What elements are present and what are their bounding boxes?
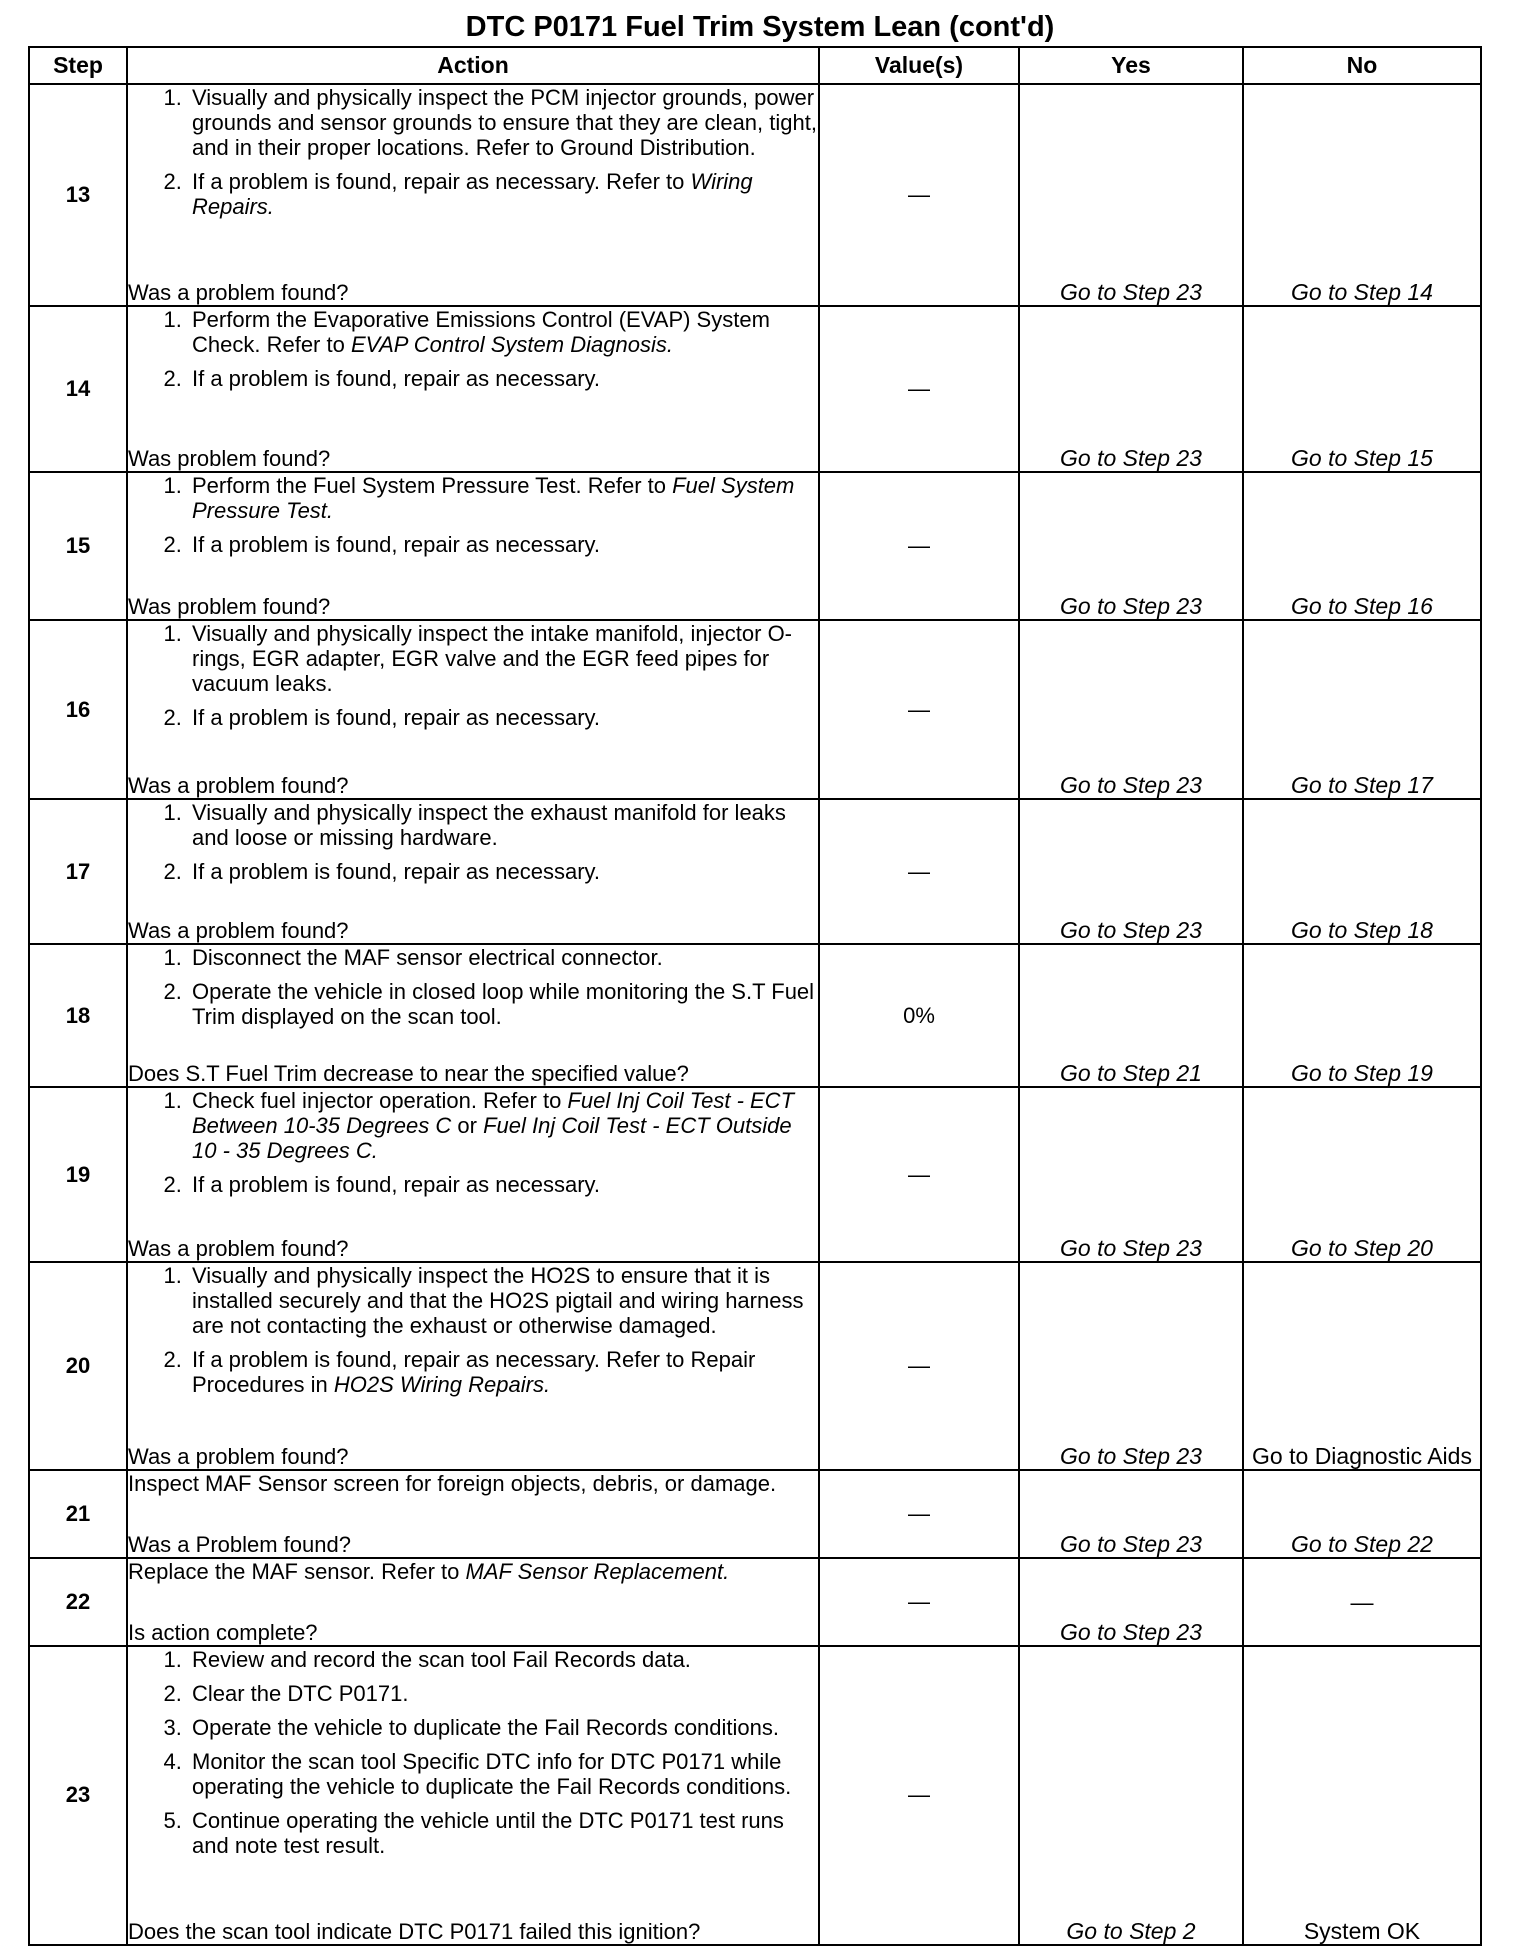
- step-number: 18: [29, 944, 127, 1087]
- yes-outcome: Go to Step 23: [1019, 1087, 1243, 1262]
- action-cell: [127, 620, 819, 799]
- action-text: Clear the DTC P0171.: [192, 1680, 409, 1706]
- action-paragraph: [128, 1559, 818, 1584]
- action-body: [128, 1263, 818, 1406]
- no-outcome: —: [1243, 1558, 1481, 1646]
- table-body: [29, 84, 1481, 1945]
- yes-outcome: Go to Step 23: [1019, 84, 1243, 306]
- reference-text: Fuel Inj Coil Test - ECT Between 10-35 Degrees C: [192, 1088, 795, 1139]
- header-step: Step: [29, 47, 127, 84]
- action-step-item: [188, 1808, 818, 1858]
- value-cell: —: [819, 84, 1019, 306]
- action-cell: [127, 1470, 819, 1558]
- no-outcome: Go to Diagnostic Aids: [1243, 1262, 1481, 1470]
- action-cell: [127, 472, 819, 620]
- action-question: Was a Problem found?: [128, 1531, 351, 1557]
- table-row: [29, 1646, 1481, 1945]
- no-outcome: Go to Step 18: [1243, 799, 1481, 944]
- reference-text: HO2S Wiring Repairs.: [333, 1371, 551, 1397]
- table-row: [29, 1558, 1481, 1646]
- header-row: [29, 47, 1481, 84]
- action-body: [128, 800, 818, 893]
- page-title: DTC P0171 Fuel Trim System Lean (cont'd): [465, 11, 1055, 43]
- no-outcome: Go to Step 15: [1243, 306, 1481, 472]
- action-step-item: [188, 1647, 818, 1672]
- action-content: [128, 621, 818, 798]
- action-steps-list: [128, 473, 818, 557]
- action-text: Perform the Evaporative Emissions Control (EVAP) System Check. Refer to: [192, 307, 770, 358]
- action-step-item: [188, 169, 818, 219]
- action-question: Was a problem found?: [128, 1443, 349, 1469]
- action-paragraph: [128, 1471, 818, 1496]
- action-body: [128, 85, 818, 228]
- action-text: If a problem is found, repair as necessary.: [192, 366, 601, 392]
- no-outcome: Go to Step 22: [1243, 1470, 1481, 1558]
- action-text: Review and record the scan tool Fail Records data.: [192, 1646, 691, 1672]
- header-yes: Yes: [1019, 47, 1243, 84]
- yes-outcome: Go to Step 2: [1019, 1646, 1243, 1945]
- value-cell: —: [819, 799, 1019, 944]
- action-step-item: [188, 307, 818, 357]
- value-cell: —: [819, 1558, 1019, 1646]
- action-question: Was problem found?: [128, 594, 331, 620]
- action-cell: [127, 306, 819, 472]
- action-content: [128, 1559, 818, 1645]
- action-step-item: [188, 1347, 818, 1397]
- action-text: or: [451, 1113, 484, 1139]
- value-cell: 0%: [819, 944, 1019, 1087]
- action-content: [128, 85, 818, 305]
- table-row: [29, 84, 1481, 306]
- action-cell: [127, 1262, 819, 1470]
- action-text: Visually and physically inspect the PCM injector grounds, power grounds and sensor grounds to ensure that they are clean, tight, and in their proper locations. Refer to Ground Distribution.: [192, 85, 817, 160]
- action-text: Visually and physically inspect the HO2S to ensure that it is installed securely and that the HO2S pigtail and wiring harness are not contacting the exhaust or otherwise damaged.: [192, 1262, 804, 1338]
- value-cell: —: [819, 1470, 1019, 1558]
- action-text: If a problem is found, repair as necessary. Refer to Repair Procedures in: [192, 1346, 756, 1397]
- yes-outcome: Go to Step 23: [1019, 1558, 1243, 1646]
- reference-text: Wiring Repairs.: [192, 169, 753, 219]
- action-body: [128, 1559, 818, 1592]
- action-question: Was a problem found?: [128, 917, 349, 943]
- action-step-item: [188, 705, 818, 730]
- no-outcome: Go to Step 20: [1243, 1087, 1481, 1262]
- action-steps-list: [128, 85, 818, 219]
- action-body: [128, 945, 818, 1038]
- action-body: [128, 1647, 818, 1867]
- no-outcome: System OK: [1243, 1646, 1481, 1945]
- yes-outcome: Go to Step 23: [1019, 472, 1243, 620]
- action-content: [128, 1647, 818, 1944]
- action-steps-list: [128, 1647, 818, 1858]
- no-outcome: Go to Step 14: [1243, 84, 1481, 306]
- table-row: [29, 1262, 1481, 1470]
- action-text: Continue operating the vehicle until the DTC P0171 test runs and note test result.: [192, 1807, 784, 1858]
- action-step-item: [188, 85, 818, 160]
- action-cell: [127, 1087, 819, 1262]
- action-question: Was problem found?: [128, 446, 331, 472]
- action-steps-list: [128, 307, 818, 391]
- action-step-item: [188, 532, 818, 557]
- value-cell: —: [819, 1262, 1019, 1470]
- no-outcome: Go to Step 19: [1243, 944, 1481, 1087]
- yes-outcome: Go to Step 23: [1019, 306, 1243, 472]
- action-text: If a problem is found, repair as necessary. Refer to: [192, 169, 691, 194]
- reference-text: Fuel System Pressure Test.: [192, 473, 795, 524]
- action-content: [128, 800, 818, 943]
- action-text: Check fuel injector operation. Refer to: [192, 1088, 568, 1114]
- action-step-item: [188, 945, 818, 970]
- action-text: Operate the vehicle in closed loop while monitoring the S.T Fuel Trim displayed on the scan tool.: [192, 978, 815, 1029]
- value-cell: —: [819, 306, 1019, 472]
- yes-outcome: Go to Step 23: [1019, 620, 1243, 799]
- no-outcome: Go to Step 16: [1243, 472, 1481, 620]
- header-action: Action: [127, 47, 819, 84]
- value-cell: —: [819, 620, 1019, 799]
- value-cell: —: [819, 472, 1019, 620]
- action-text: Visually and physically inspect the exhaust manifold for leaks and loose or missing hardware.: [192, 800, 786, 851]
- step-number: 19: [29, 1087, 127, 1262]
- action-step-item: [188, 621, 818, 696]
- action-text: Monitor the scan tool Specific DTC info for DTC P0171 while operating the vehicle to duplicate the Fail Records conditions.: [192, 1748, 792, 1799]
- action-text: Operate the vehicle to duplicate the Fail Records conditions.: [192, 1714, 779, 1740]
- reference-text: MAF Sensor Replacement.: [465, 1558, 730, 1584]
- step-number: 17: [29, 799, 127, 944]
- action-text: If a problem is found, repair as necessary.: [192, 705, 601, 731]
- action-step-item: [188, 1263, 818, 1338]
- action-steps-list: [128, 800, 818, 884]
- action-steps-list: [128, 1263, 818, 1397]
- action-question: Does the scan tool indicate DTC P0171 failed this ignition?: [128, 1919, 701, 1944]
- step-number: 15: [29, 472, 127, 620]
- action-steps-list: [128, 945, 818, 1029]
- action-text: Inspect MAF Sensor screen for foreign objects, debris, or damage.: [128, 1470, 777, 1496]
- action-body: [128, 1471, 818, 1504]
- table-row: [29, 472, 1481, 620]
- action-question: Was a problem found?: [128, 773, 349, 799]
- action-cell: [127, 1646, 819, 1945]
- value-cell: —: [819, 1646, 1019, 1945]
- action-content: [128, 945, 818, 1086]
- yes-outcome: Go to Step 21: [1019, 944, 1243, 1087]
- step-number: 14: [29, 306, 127, 472]
- action-step-item: [188, 800, 818, 850]
- step-number: 23: [29, 1646, 127, 1945]
- table-row: [29, 620, 1481, 799]
- step-number: 21: [29, 1470, 127, 1558]
- reference-text: EVAP Control System Diagnosis.: [350, 332, 673, 358]
- action-question: Was a problem found?: [128, 1235, 349, 1261]
- step-number: 13: [29, 84, 127, 306]
- table-row: [29, 944, 1481, 1087]
- action-text: If a problem is found, repair as necessary.: [192, 532, 601, 558]
- action-body: [128, 307, 818, 400]
- action-steps-list: [128, 621, 818, 730]
- action-step-item: [188, 1172, 818, 1197]
- action-cell: [127, 799, 819, 944]
- table-row: [29, 1470, 1481, 1558]
- action-step-item: [188, 859, 818, 884]
- action-steps-list: [128, 1088, 818, 1197]
- action-step-item: [188, 1088, 818, 1163]
- action-step-item: [188, 1749, 818, 1799]
- action-question: Is action complete?: [128, 1619, 318, 1645]
- action-question: Was a problem found?: [128, 280, 349, 306]
- header-values: Value(s): [819, 47, 1019, 84]
- action-text: Visually and physically inspect the intake manifold, injector O-rings, EGR adapter, EGR valve and the EGR feed pipes for vacuum leaks.: [192, 621, 793, 697]
- action-text: If a problem is found, repair as necessary.: [192, 1172, 601, 1198]
- action-cell: [127, 1558, 819, 1646]
- header-no: No: [1243, 47, 1481, 84]
- action-text: If a problem is found, repair as necessary.: [192, 859, 601, 885]
- diagnostic-table: [28, 46, 1482, 1946]
- action-step-item: [188, 1681, 818, 1706]
- action-question: Does S.T Fuel Trim decrease to near the specified value?: [128, 1061, 689, 1087]
- step-number: 16: [29, 620, 127, 799]
- step-number: 22: [29, 1558, 127, 1646]
- action-body: [128, 621, 818, 739]
- action-step-item: [188, 366, 818, 391]
- action-cell: [127, 944, 819, 1087]
- yes-outcome: Go to Step 23: [1019, 1470, 1243, 1558]
- action-cell: [127, 84, 819, 306]
- action-content: [128, 1471, 818, 1557]
- yes-outcome: Go to Step 23: [1019, 1262, 1243, 1470]
- action-body: [128, 473, 818, 566]
- action-body: [128, 1088, 818, 1206]
- table-row: [29, 1087, 1481, 1262]
- action-text: Perform the Fuel System Pressure Test. Refer to: [192, 473, 673, 499]
- action-step-item: [188, 979, 818, 1029]
- table-row: [29, 306, 1481, 472]
- action-text: Replace the MAF sensor. Refer to: [128, 1558, 466, 1584]
- action-content: [128, 1088, 818, 1261]
- yes-outcome: Go to Step 23: [1019, 799, 1243, 944]
- no-outcome: Go to Step 17: [1243, 620, 1481, 799]
- action-text: Disconnect the MAF sensor electrical connector.: [192, 944, 663, 970]
- action-content: [128, 1263, 818, 1469]
- reference-text: Fuel Inj Coil Test - ECT Outside 10 - 35 Degrees C.: [192, 1113, 792, 1164]
- action-step-item: [188, 1715, 818, 1740]
- step-number: 20: [29, 1262, 127, 1470]
- action-content: [128, 307, 818, 471]
- action-step-item: [188, 473, 818, 523]
- value-cell: —: [819, 1087, 1019, 1262]
- action-content: [128, 473, 818, 619]
- table-row: [29, 799, 1481, 944]
